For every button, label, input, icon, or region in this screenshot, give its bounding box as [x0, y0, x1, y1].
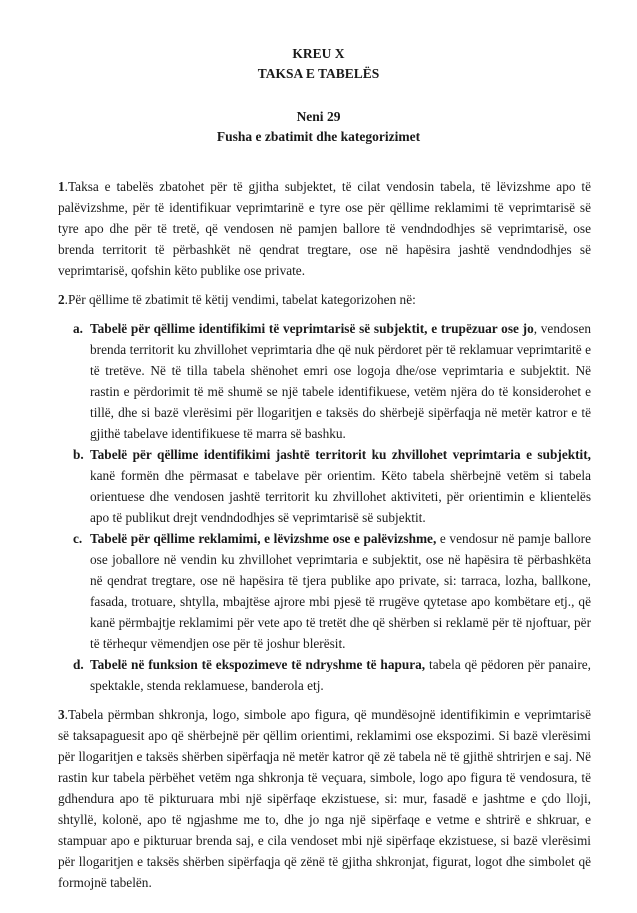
- item-letter: c.: [73, 531, 83, 546]
- list-item-c: [73, 528, 591, 654]
- chapter-number: KREU X: [292, 46, 345, 61]
- paragraph-number: 2: [58, 292, 65, 307]
- paragraph-number: 1: [58, 179, 65, 194]
- list-item-b: [73, 444, 591, 528]
- paragraph-text: .Për qëllime të zbatimit të këtij vendimi, tabelat kategorizohen në:: [64, 292, 416, 307]
- item-heading: Tabelë për qëllime identifikimi jashtë territorit ku zhvillohet veprimtaria e subjektit,: [90, 447, 591, 462]
- item-text: tabela që pëdoren për panaire, spektakle, stenda reklamuese, banderola etj.: [90, 657, 591, 693]
- item-letter: a.: [73, 321, 83, 336]
- list-item-d: [73, 654, 591, 696]
- paragraph-1: [58, 176, 591, 281]
- item-letter: b.: [73, 447, 84, 462]
- item-text: e vendosur në pamje ballore ose joballore në vendin ku zhvillohet veprimtaria e subjektit, ose në hapësira të përbashkëta në qendrat tregtare, ose në hapësira të tjera publike apo private, si: tarraca, lozha, ballkone, fasada, trotuare, shtylla, mbajtëse ajrore mbi pjesë të rrugëve qytetase apo kombëtare etj., që kanë përmbajtje reklamimi për vete apo të tretët dhe që shërben si reklamë për të njoftuar, për të tërhequr vëmendjen ose për të joshur blerësit.: [90, 531, 591, 651]
- article-title: Fusha e zbatimit dhe kategorizimet: [216, 129, 421, 144]
- item-heading: Tabelë në funksion të ekspozimeve të ndryshme të hapura,: [90, 657, 426, 672]
- chapter-title: TAKSA E TABELËS: [257, 66, 380, 81]
- paragraph-text: .Taksa e tabelës zbatohet për të gjitha subjektet, të cilat vendosin tabela, të lëvizshme apo të palëvizshme, për të identifikuar veprimtarinë e tyre ose për qëllime reklamimi të veprimtarisë së tyre apo dhe për të tretë, që vendosen në pamjen ballore të vendndodhjes së veprimtarisë, ose brenda territorit të përbashkët në qendrat tregtare, ose në hapësira jashtë vendndodhjes së veprimtarisë, qofshin këto publike ose private.: [58, 179, 591, 278]
- paragraph-2: [58, 289, 591, 310]
- list-item-a: [73, 318, 591, 444]
- article-number: Neni 29: [296, 109, 341, 124]
- paragraph-number: 3: [58, 707, 65, 722]
- item-text: , vendosen brenda territorit ku zhvillohet veprimtaria dhe që nuk përdoret për të reklamuar veprimtaritë e të tretëve. Në të tilla tabela shënohet emri ose logoja dhe/ose veprimtaria e subjektit. Në rastin e përdorimit të më shumë se një tabele identifikuese, vetëm njëra do të konsiderohet e tillë, dhe si bazë vlerësimi për llogaritjen e taksës do shërbejë sipërfaqja në metër katror e të gjithë tabelave identifikuese të marra së bashku.: [90, 321, 591, 441]
- item-heading: Tabelë për qëllime identifikimi të veprimtarisë së subjektit, e trupëzuar ose jo: [90, 321, 534, 336]
- paragraph-3: [58, 704, 591, 893]
- paragraph-text: .Tabela përmban shkronja, logo, simbole apo figura, që mundësojnë identifikimin e veprimtarisë së taksapaguesit apo që shërbejnë për qëllim orientimi, reklamimi ose ekspozimi. Si bazë vlerësimi për llogaritjen e taksës shërben sipërfaqja në metër katror që zë tabela në të gjithë shtrirjen e saj. Në rastin kur tabela përbëhet vetëm nga shkronja të veçuara, simbole, logo apo figura të vendosura, të gdhendura apo të pikturuara mbi një sipërfaqe ekzistuese, si: mur, fasadë e jashtme e çdo lloji, shtyllë, kolonë, apo të ngjashme me to, dhe jo nga një sipërfaqe e vetme e shtrirë e shkruar, e stampuar apo e pikturuar brenda saj, e cila vendoset mbi një sipërfaqe ekzistuese, si bazë vlerësimi për llogaritjen e taksës shërben sipërfaqja që zënë të gjitha shkronjat, figurat, logot dhe simbolet që formojnë tabelën.: [58, 707, 591, 890]
- item-heading: Tabelë për qëllime reklamimi, e lëvizshme ose e palëvizshme,: [90, 531, 437, 546]
- item-letter: d.: [73, 657, 84, 672]
- item-text: kanë formën dhe përmasat e tabelave për orientim. Këto tabela shërbejnë vetëm si tabela orientuese dhe vendosen jashtë territorit ku zhvillohet aktiviteti, për orientimin e klientelës apo të publikut drejt vendndodhjes së veprimtarisë së subjektit.: [90, 468, 591, 525]
